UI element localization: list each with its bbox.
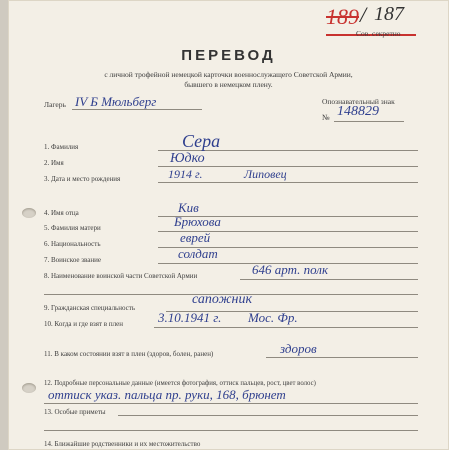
field-13-label: 13. Особые приметы (44, 408, 106, 416)
field-3-value: 1914 г. (168, 167, 203, 181)
punch-hole-bottom (22, 383, 36, 393)
field-1-label: 1. Фамилия (44, 143, 79, 151)
field-9-value: сапожник (192, 292, 253, 307)
field-6-label: 6. Национальность (44, 240, 101, 248)
field-7-value: солдат (178, 246, 218, 261)
field-10-value-place: Мос. Фр. (248, 310, 298, 325)
field-9-label: 9. Гражданская специальность (44, 304, 136, 312)
id-label: Опознавательный знак (322, 97, 395, 106)
field-10-value: 3.10.1941 г. (158, 310, 222, 325)
field-8-label: 8. Наименование воинской части Советской Армии (44, 272, 198, 280)
field-1-value: Сера (182, 131, 221, 151)
punch-hole-top (22, 208, 36, 218)
classification-stamp: Сов. секретно (356, 29, 401, 38)
document-subtitle-1: с личной трофейной немецкой карточки военнослужащего Советской Армии, (104, 70, 353, 79)
field-11-line (266, 357, 418, 358)
field-8-value: 646 арт. полк (252, 262, 329, 277)
field-3-label: 3. Дата и место рождения (44, 175, 121, 183)
field-7-label: 7. Воинское звание (44, 256, 101, 264)
archive-number: 187 (374, 3, 404, 25)
field-11-value: здоров (280, 341, 317, 356)
field-4-value: Кив (178, 200, 199, 215)
field-10-line (154, 327, 418, 328)
field-3-value-place: Липовец (244, 167, 287, 181)
field-10-label: 10. Когда и где взят в плен (44, 320, 123, 328)
field-13-extra-line (44, 430, 418, 431)
field-12-label: 12. Подробные персональные данные (имеется фотография, оттиск пальцев, рост, цвет волос) (44, 380, 316, 387)
field-8-line (240, 279, 418, 280)
field-6-value: еврей (180, 230, 211, 245)
field-5-value: Брюхова (174, 214, 221, 229)
field-4-label: 4. Имя отца (44, 209, 79, 217)
field-13-line (118, 415, 418, 416)
archive-number-struck: 189 (326, 4, 359, 29)
field-14-label: 14. Ближайшие родственники и их местожительство (44, 440, 201, 448)
field-3-line (158, 182, 418, 183)
field-5-label: 5. Фамилия матери (44, 224, 101, 232)
field-11-label: 11. В каком состоянии взят в плен (здоров, болен, ранен) (44, 350, 214, 358)
field-12-line (44, 403, 418, 404)
field-12-value: оттиск указ. пальца пр. руки, 168, брюнет (48, 387, 286, 402)
document-sheet (8, 0, 449, 450)
camp-value: IV Б Мюльберг (75, 94, 157, 109)
document-subtitle-2: бывшего в немецком плену. (184, 80, 273, 89)
field-2-value: Юдко (170, 151, 205, 166)
camp-label: Лагерь (44, 100, 66, 109)
id-line (334, 121, 404, 122)
field-2-label: 2. Имя (44, 159, 64, 167)
archive-number-slash: / (360, 2, 367, 27)
id-prefix: № (322, 113, 330, 122)
id-value: 148829 (337, 104, 379, 119)
document-title: ПЕРЕВОД (181, 47, 276, 64)
